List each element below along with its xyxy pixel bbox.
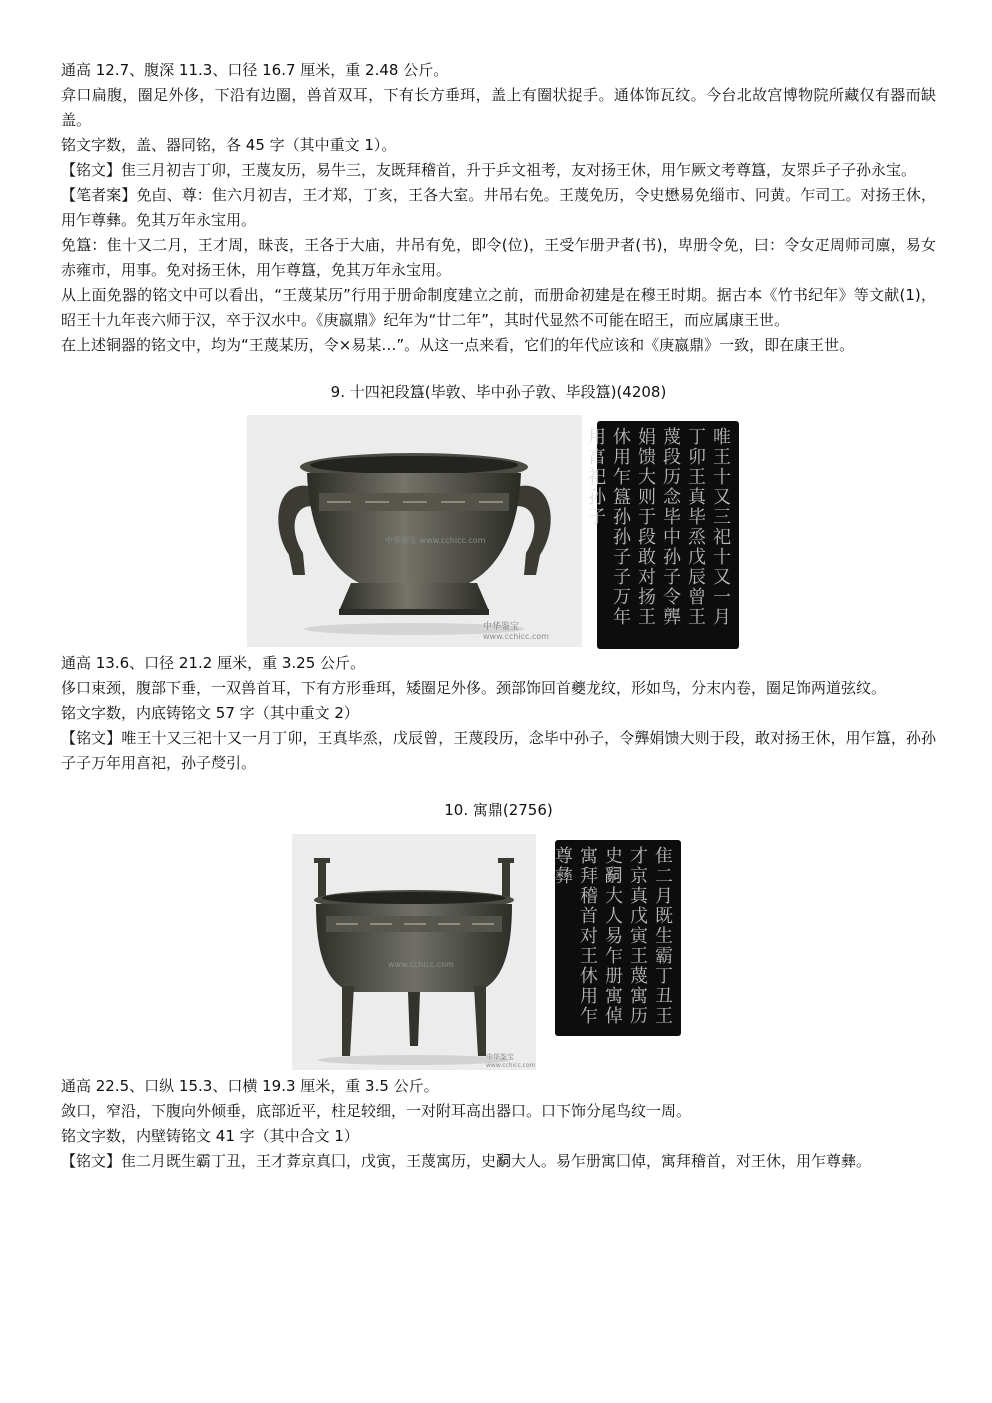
photo-watermark-center: www.cchicc.com — [388, 960, 454, 969]
intro-dimensions: 通高 12.7、腹深 11.3、口径 16.7 厘米，重 2.48 公斤。 — [61, 61, 449, 79]
section-9-inscription: 【铭文】唯王十又三祀十又一月丁卯，王真毕烝，戊辰曾，王蔑段历，念毕中孙子，令龏娟馈大则于段，敢对扬王休，用乍簋，孙孙子子万年用亯祀，孙子𠭰引。 — [61, 729, 936, 772]
author-note: 【笔者案】免卣、尊：隹六月初吉，王才郑，丁亥，王各大室。井吊右免。王蔑免历，令史懋易免缁市、冋黄。乍司工。对扬王休，用乍尊彝。免其万年永宝用。 — [61, 186, 936, 229]
section-9-title: 9. 十四祀段簋(毕敦、毕中孙子敦、毕段簋)(4208) — [330, 383, 667, 401]
section-10-title: 10. 寓鼎(2756) — [444, 801, 553, 819]
intro-char-count: 铭文字数，盖、器同铭，各 45 字（其中重文 1）。 — [61, 136, 397, 154]
gui-vessel-photo — [247, 415, 582, 647]
analysis-paragraph: 从上面免器的铭文中可以看出，“王蔑某历”行用于册命制度建立之前，而册命初建是在穆王时期。据古本《竹书纪年》等文献(1)，昭王十九年丧六师于汉，卒于汉水中。《庚嬴鼎》纪年为“廿二年”，其时代显然不可能在昭王，而应属康王世。 — [61, 286, 936, 329]
section-10-dimensions: 通高 22.5、口纵 15.3、口横 19.3 厘米，重 3.5 公斤。 — [61, 1077, 439, 1095]
section-10-figures — [61, 834, 936, 1074]
section-9-char-count: 铭文字数，内底铸铭文 57 字（其中重文 2） — [61, 704, 359, 722]
section-10-inscription: 【铭文】隹二月既生霸丁丑，王才葊京真囗，戊寅，王蔑寓历，史𤔲大人。易乍册寓囗倬，寓拜稽首，对王休，用乍尊彝。 — [61, 1152, 872, 1170]
section-10-description: 敛口，窄沿，下腹向外倾垂，底部近平，柱足较细，一对附耳高出器口。口下饰分尾鸟纹一周。 — [61, 1102, 692, 1120]
section-9-dimensions: 通高 13.6、口径 21.2 厘米，重 3.25 公斤。 — [61, 654, 366, 672]
photo-watermark-corner — [486, 1052, 535, 1069]
gui-vessel-illustration — [247, 415, 582, 647]
intro-inscription: 【铭文】隹三月初吉丁卯，王蔑友历，易牛三，友既拜稽首，升于乒文祖考，友对扬王休，用乍厥文考尊簋，友眔乒子子孙永宝。 — [61, 161, 917, 179]
section-9-figures — [61, 415, 936, 651]
watermark-logo-text: 中华鉴宝 — [483, 622, 520, 632]
photo-watermark-center: 中华鉴宝 www.cchicc.com — [385, 536, 486, 545]
rubbing-glyphs: 唯王十又三祀十又一月丁卯王真毕烝戊辰曾王蔑段历念毕中孙子令龏娟馈大则于段敢对扬王休用乍簋孙孙子子万年用亯祀孙子 — [585, 427, 731, 627]
intro-description: 弇口扁腹，圈足外侈，下沿有边圈，兽首双耳，下有长方垂珥，盖上有圈状捉手。通体饰瓦纹。今台北故宫博物院所藏仅有器而缺盖。 — [61, 86, 936, 129]
watermark-url-text: www.cchicc.com — [486, 1062, 536, 1069]
watermark-url-text: www.cchicc.com — [483, 632, 549, 641]
ding-vessel-illustration — [292, 834, 536, 1070]
photo-watermark-corner — [483, 619, 549, 641]
watermark-logo-text: 中华鉴宝 — [486, 1053, 514, 1061]
mian-gui-inscription: 免簋：隹十又二月，王才周，昧丧，王各于大庙，井吊有免，即令(位)，王受乍册尹者(书)，卑册令免，曰：令女疋周师司廪，易女赤雍市，用事。免对扬王休，用乍尊簋，免其万年永宝用。 — [61, 236, 936, 279]
section-9-description: 侈口束颈，腹部下垂，一双兽首耳，下有方形垂珥，矮圈足外侈。颈部饰回首夔龙纹，形如鸟，分末内卷，圈足饰两道弦纹。 — [61, 679, 887, 697]
ding-inscription-rubbing — [552, 840, 681, 1036]
ding-vessel-photo — [292, 834, 536, 1070]
section-10-char-count: 铭文字数，内壁铸铭文 41 字（其中合文 1） — [61, 1127, 359, 1145]
page-content — [61, 58, 936, 1174]
gui-inscription-rubbing — [585, 421, 739, 649]
conclusion-paragraph: 在上述铜器的铭文中，均为“王蔑某历，令×易某…”。从这一点来看，它们的年代应该和《庚嬴鼎》一致，即在康王世。 — [61, 336, 855, 354]
rubbing-glyphs: 隹二月既生霸丁丑王才京真戊寅王蔑寓历史𤔲大人易乍册寓倬寓拜稽首对王休用乍尊彝 — [552, 846, 673, 1026]
